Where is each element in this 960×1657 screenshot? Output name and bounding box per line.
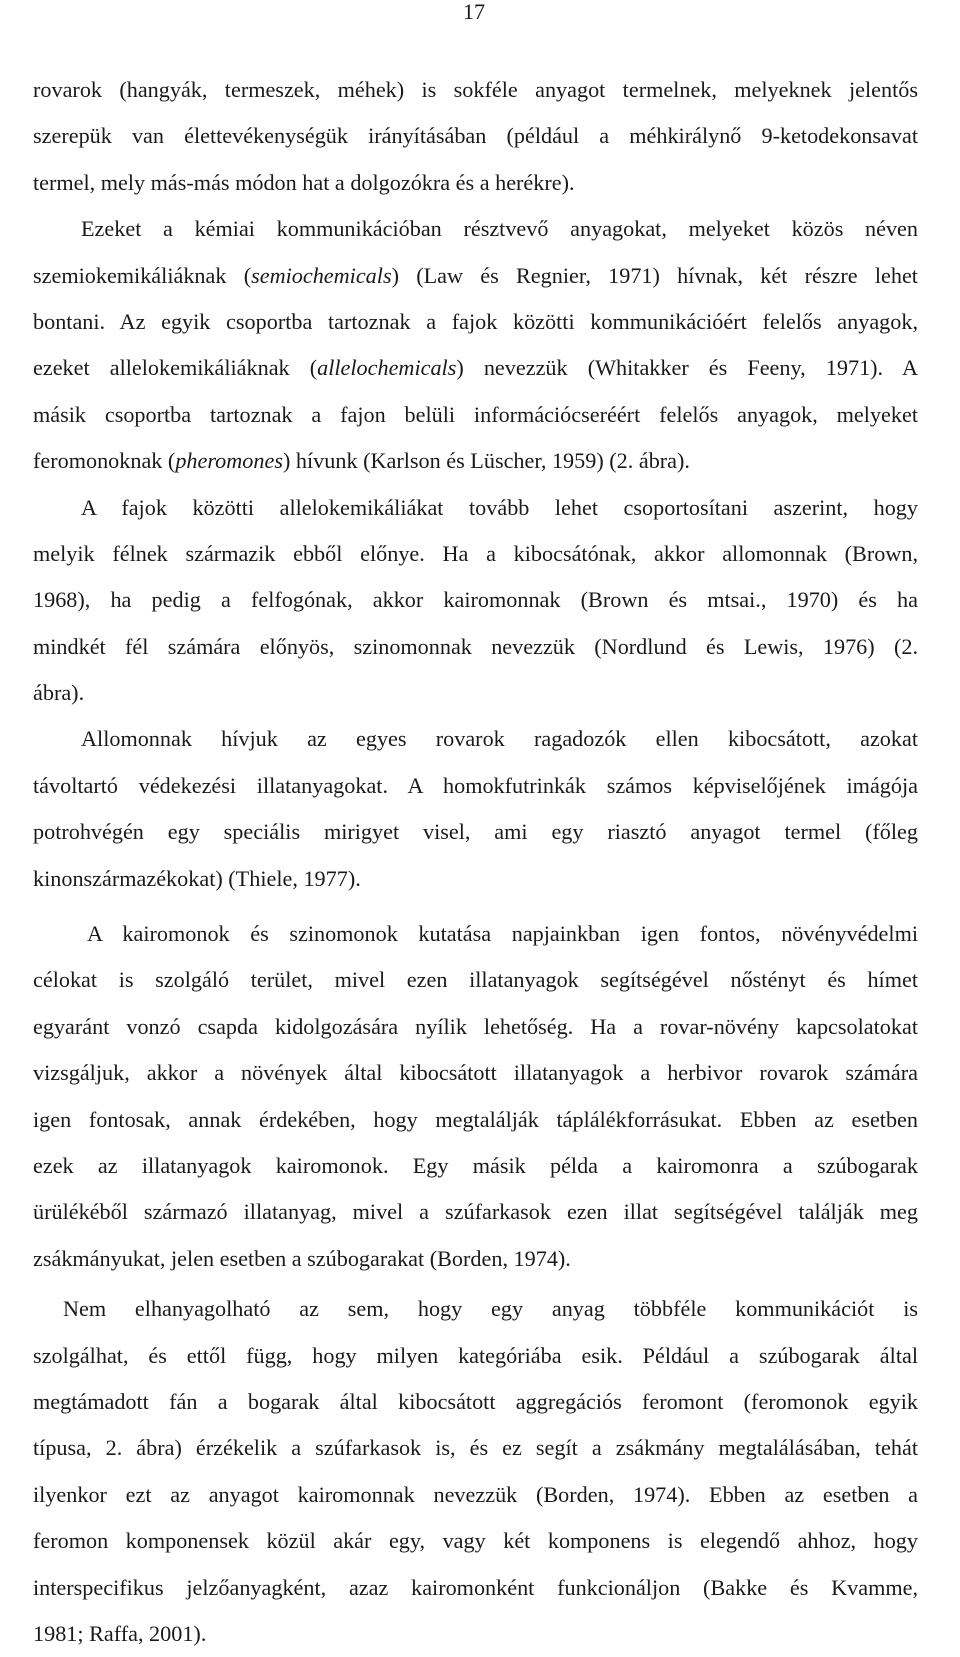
text-line: Allomonnak hívjuk az egyes rovarok ragadozók ellen kibocsátott, azokat [81, 726, 918, 752]
text-line: vizsgáljuk, akkor a növények által kibocsátott illatanyagok a herbivor rovarok számára [33, 1060, 918, 1086]
paragraph-4 [33, 716, 918, 902]
text-run: szemiokemikáliáknak ( [33, 262, 252, 288]
text-line: szerepük van élettevékenységük irányításában (például a méhkirálynő 9-ketodekonsavat [33, 123, 918, 149]
text-run: feromonoknak ( [33, 448, 176, 474]
italic-term: semiochemicals [251, 262, 392, 288]
paragraph-3 [33, 485, 918, 717]
text-run: ) nevezzük (Whitakker és Feeny, 1971). A [456, 355, 918, 381]
text-line: másik csoportba tartoznak a fajon belüli információcseréért felelős anyagok, melyeket [33, 401, 918, 427]
text-line: egyaránt vonzó csapda kidolgozására nyílik lehetőség. Ha a rovar-növény kapcsolatokat [33, 1013, 918, 1039]
text-line: igen fontosak, annak érdekében, hogy megtalálják táplálékforrásukat. Ebben az esetben [33, 1106, 918, 1132]
text-line: termel, mely más-más módon hat a dolgozókra és a herékre). [33, 169, 575, 195]
paragraph-2 [33, 206, 918, 484]
page-number: 17 [463, 0, 485, 24]
paragraph-6 [33, 1286, 918, 1657]
text-line [33, 253, 918, 299]
body-text [33, 67, 918, 1657]
text-line: interspecifikus jelzőanyagként, azaz kairomonként funkcionáljon (Bakke és Kvamme, [33, 1574, 918, 1600]
text-line: feromon komponensek közül akár egy, vagy két komponens is elegendő ahhoz, hogy [33, 1528, 918, 1554]
text-line: ilyenkor ezt az anyagot kairomonnak nevezzük (Borden, 1974). Ebben az esetben a [33, 1481, 918, 1507]
text-line: Nem elhanyagolható az sem, hogy egy anyag többféle kommunikációt is [63, 1296, 918, 1322]
text-line: 1968), ha pedig a felfogónak, akkor kairomonnak (Brown és mtsai., 1970) és ha [33, 587, 918, 613]
text-line: távoltartó védekezési illatanyagokat. A homokfutrinkák számos képviselőjének imágója [33, 772, 918, 798]
text-line [33, 345, 918, 391]
text-line: típusa, 2. ábra) érzékelik a szúfarkasok is, és ez segít a zsákmány megtalálásában, tehát [33, 1435, 918, 1461]
paragraph-1 [33, 67, 918, 206]
text-run: ) (Law és Regnier, 1971) hívnak, két részre lehet [391, 262, 918, 288]
text-line: ezek az illatanyagok kairomonok. Egy másik példa a kairomonra a szúbogarak [33, 1152, 918, 1178]
text-line: Ezeket a kémiai kommunikációban résztvevő anyagokat, melyeket közös néven [81, 216, 918, 242]
text-line: melyik félnek származik ebből előnye. Ha a kibocsátónak, akkor allomonnak (Brown, [33, 540, 918, 566]
text-line: bontani. Az egyik csoportba tartoznak a fajok közötti kommunikációért felelős anyagok, [33, 308, 918, 334]
text-line: ábra). [33, 680, 85, 706]
text-line: kinonszármazékokat) (Thiele, 1977). [33, 865, 361, 891]
text-line [33, 438, 918, 484]
text-line: 1981; Raffa, 2001). [33, 1620, 207, 1646]
text-line: célokat is szolgáló terület, mivel ezen illatanyagok segítségével nőstényt és hímet [33, 967, 918, 993]
text-line: mindkét fél számára előnyös, szinomonnak nevezzük (Nordlund és Lewis, 1976) (2. [33, 633, 918, 659]
text-line: szolgálhat, és ettől függ, hogy milyen kategóriába esik. Például a szúbogarak által [33, 1342, 918, 1368]
text-line: A fajok közötti allelokemikáliákat tovább lehet csoportosítani aszerint, hogy [81, 494, 918, 520]
italic-term: allelochemicals [317, 355, 457, 381]
text-run: ezeket allelokemikáliáknak ( [33, 355, 318, 381]
text-run: ) hívunk (Karlson és Lüscher, 1959) (2. ábra). [282, 448, 690, 474]
text-line: megtámadott fán a bogarak által kibocsátott aggregációs feromont (feromonok egyik [33, 1388, 918, 1414]
italic-term: pheromones [175, 448, 283, 474]
text-line: ürülékéből származó illatanyag, mivel a szúfarkasok ezen illat segítségével találják meg [33, 1199, 918, 1225]
paragraph-spacer [33, 902, 918, 911]
text-line: zsákmányukat, jelen esetben a szúbogarakat (Borden, 1974). [33, 1245, 571, 1271]
text-line: A kairomonok és szinomonok kutatása napjainkban igen fontos, növényvédelmi [87, 921, 918, 947]
text-line: rovarok (hangyák, termeszek, méhek) is sokféle anyagot termelnek, melyeknek jelentős [33, 77, 918, 102]
paragraph-5 [33, 911, 918, 1282]
text-line: potrohvégén egy speciális mirigyet visel, ami egy riasztó anyagot termel (főleg [33, 819, 918, 845]
